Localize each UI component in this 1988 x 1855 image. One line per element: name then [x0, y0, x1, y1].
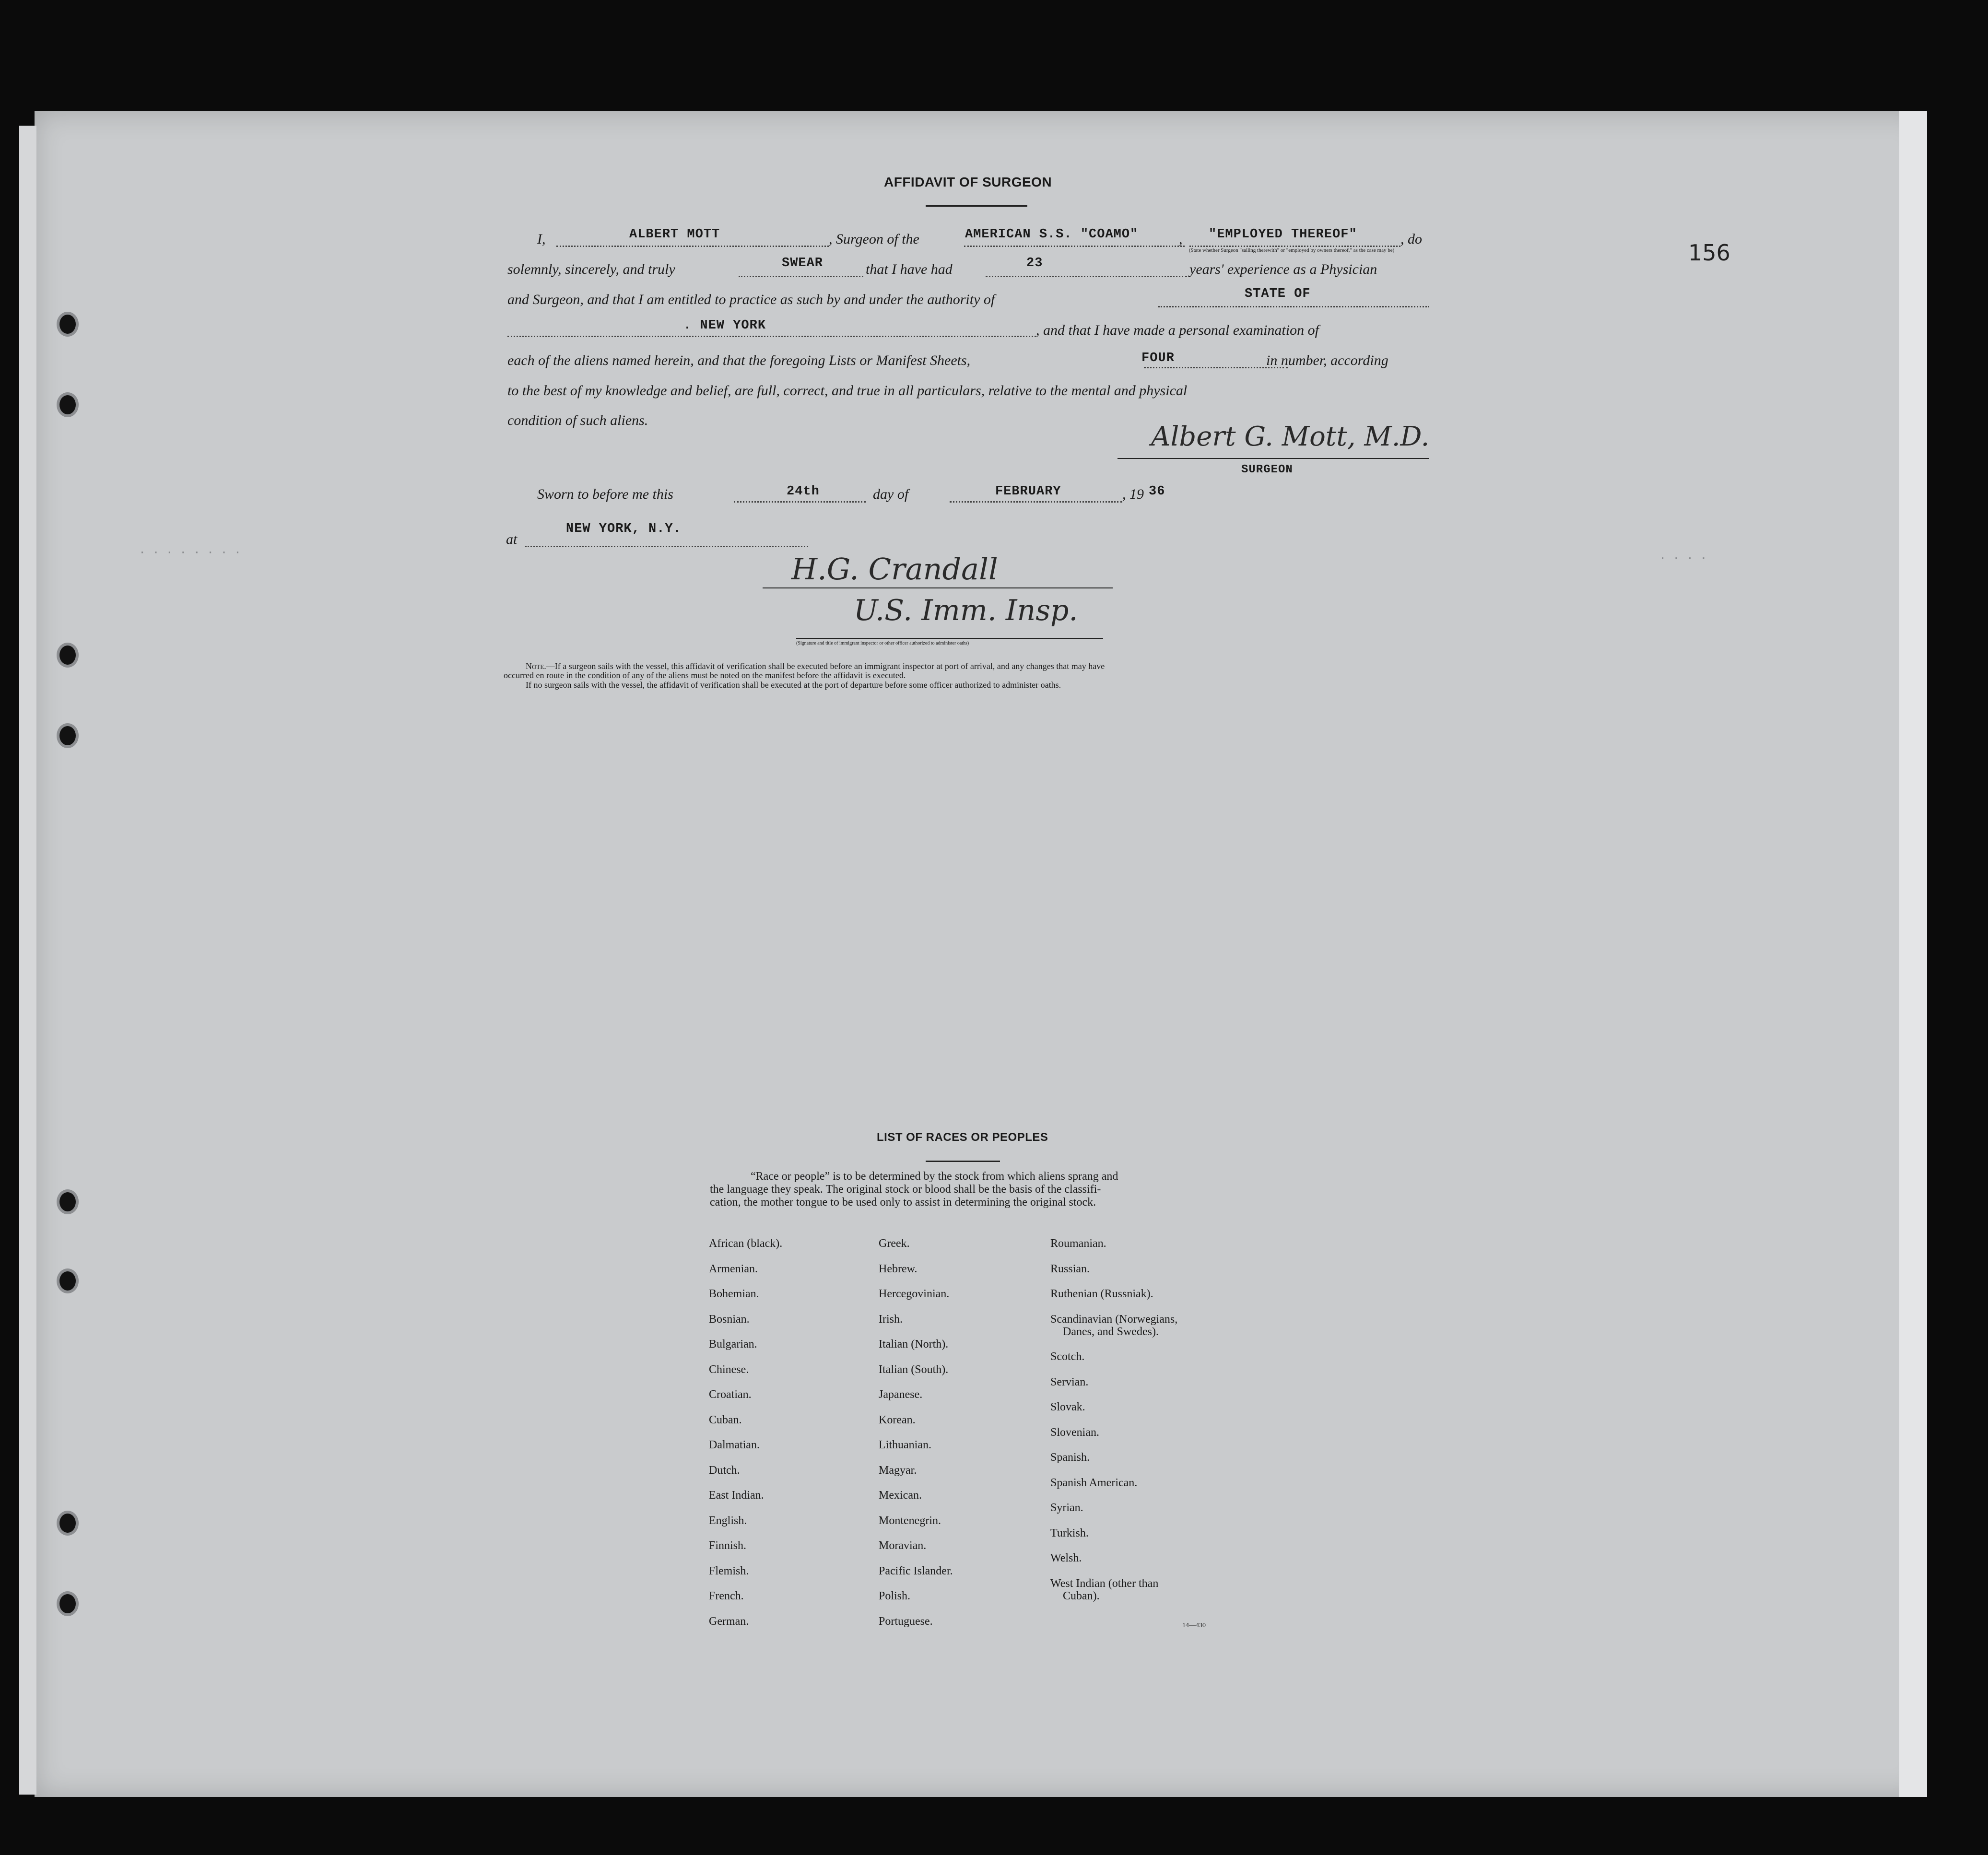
race-entry: Korean. [879, 1413, 916, 1426]
note-label: Note. [526, 661, 546, 671]
binder-hole [57, 1268, 79, 1293]
race-entry: Magyar. [879, 1464, 917, 1477]
race-entry: Danes, and Swedes). [1063, 1325, 1159, 1338]
affidavit-title: AFFIDAVIT OF SURGEON [884, 175, 1052, 189]
signature-line [1118, 458, 1429, 459]
race-entry: Scandinavian (Norwegians, [1050, 1313, 1178, 1326]
sworn-place: NEW YORK, N.Y. [566, 522, 682, 536]
races-title: LIST OF RACES OR PEOPLES [877, 1131, 1048, 1144]
status-note: (State whether Surgeon "sailing therewith" or "employed by owners thereof," as the case may be) [1188, 247, 1395, 253]
bleed-through-text: · · · · · · · · [139, 547, 242, 559]
binder-hole [57, 1189, 79, 1214]
surgeon-status: "EMPLOYED THEREOF" [1209, 227, 1357, 242]
licensing-authority: STATE OF [1245, 287, 1311, 301]
race-entry: Italian (South). [879, 1363, 949, 1376]
signature-line [763, 587, 1113, 588]
fill-line [734, 501, 866, 503]
surgeon-name: ALBERT MOTT [629, 227, 720, 242]
affidavit-text: and Surgeon, and that I am entitled to practice as such by and under the authority of [507, 292, 995, 307]
race-entry: Pacific Islander. [879, 1564, 953, 1577]
sworn-month: FEBRUARY [995, 484, 1061, 499]
manifest-sheet [35, 111, 1927, 1797]
race-entry: Bosnian. [709, 1313, 750, 1326]
licensing-authority-cont: . NEW YORK [683, 318, 766, 333]
race-entry: Dutch. [709, 1464, 740, 1477]
race-entry: Slovak. [1050, 1401, 1085, 1413]
inspector-signature: H.G. Crandall [791, 552, 998, 587]
race-entry: Slovenian. [1050, 1426, 1099, 1439]
race-entry: Spanish. [1050, 1451, 1090, 1464]
race-entry: Roumanian. [1050, 1237, 1106, 1250]
sheet-count: FOUR [1141, 351, 1175, 365]
race-entry: Syrian. [1050, 1502, 1083, 1514]
affidavit-text: , and that I have made a personal examination of [1036, 322, 1319, 338]
race-entry: German. [709, 1615, 749, 1628]
race-entry: West Indian (other than [1050, 1577, 1159, 1590]
race-entry: Turkish. [1050, 1526, 1089, 1539]
affidavit-text: , 19 [1122, 486, 1144, 502]
affidavit-note [526, 662, 1105, 671]
race-entry: Flemish. [709, 1564, 749, 1577]
affidavit-text: solemnly, sincerely, and truly [507, 261, 675, 277]
race-entry: Mexican. [879, 1489, 922, 1502]
bleed-through-text: · · · · [1659, 552, 1707, 564]
note-line: —If a surgeon sails with the vessel, this affidavit of verification shall be executed before an immigrant inspector at port of arrival, and any changes that may have [546, 661, 1105, 671]
signature-line [796, 638, 1103, 639]
race-entry: Spanish American. [1050, 1476, 1138, 1489]
fill-line [556, 246, 829, 247]
fill-line [525, 546, 808, 547]
binder-hole [57, 312, 79, 337]
race-entry: Bulgarian. [709, 1338, 757, 1350]
form-number: 14—430 [1182, 1622, 1206, 1629]
page-number: 156 [1688, 240, 1730, 266]
race-entry: Bohemian. [709, 1288, 759, 1300]
surgeon-signature: Albert G. Mott, M.D. [1151, 421, 1430, 452]
affidavit-text: at [506, 531, 518, 547]
affidavit-text: , Surgeon of the [829, 231, 919, 247]
years-experience: 23 [1026, 256, 1043, 270]
fill-line [507, 336, 1036, 337]
affidavit-text: , [1179, 231, 1183, 247]
affidavit-text: that I have had [866, 261, 953, 277]
race-entry: English. [709, 1514, 747, 1527]
race-entry: Lithuanian. [879, 1439, 931, 1451]
race-entry: Croatian. [709, 1388, 752, 1401]
affidavit-text: day of [873, 486, 909, 502]
race-entry: Cuban). [1063, 1589, 1100, 1602]
race-entry: Moravian. [879, 1539, 927, 1552]
races-intro: “Race or people” is to be determined by the stock from which aliens sprang and [751, 1170, 1118, 1183]
race-entry: Finnish. [709, 1539, 747, 1552]
sheet-left-edge [19, 126, 36, 1795]
races-intro: the language they speak. The original stock or blood shall be the basis of the classifi- [710, 1183, 1101, 1196]
race-entry: Italian (North). [879, 1338, 949, 1350]
fill-line [964, 246, 1185, 247]
race-entry: French. [709, 1590, 744, 1602]
race-entry: Dalmatian. [709, 1439, 760, 1451]
race-entry: Servian. [1050, 1375, 1089, 1388]
race-entry: Scotch. [1050, 1350, 1085, 1363]
race-entry: East Indian. [709, 1489, 764, 1502]
race-entry: Cuban. [709, 1413, 742, 1426]
fill-line [986, 276, 1187, 277]
race-entry: Polish. [879, 1590, 911, 1602]
affidavit-text: I, [537, 231, 546, 247]
sworn-day: 24th [787, 484, 820, 499]
race-entry: Chinese. [709, 1363, 749, 1376]
races-intro: cation, the mother tongue to be used only to assist in determining the original stock. [710, 1196, 1096, 1209]
race-entry: African (black). [709, 1237, 783, 1250]
binder-hole [57, 643, 79, 668]
oath-type: SWEAR [782, 256, 823, 270]
affidavit-text: Sworn to before me this [537, 486, 673, 502]
binder-hole [57, 1591, 79, 1616]
binder-hole [57, 392, 79, 417]
race-entry: Montenegrin. [879, 1514, 941, 1527]
race-entry: Hercegovinian. [879, 1288, 950, 1300]
affidavit-text: each of the aliens named herein, and that the foregoing Lists or Manifest Sheets, [507, 352, 971, 368]
affidavit-text: condition of such aliens. [507, 412, 648, 428]
race-entry: Hebrew. [879, 1262, 918, 1275]
race-entry: Russian. [1050, 1262, 1090, 1275]
race-entry: Welsh. [1050, 1552, 1082, 1564]
race-entry: Irish. [879, 1313, 903, 1326]
race-entry: Ruthenian (Russniak). [1050, 1288, 1153, 1300]
fill-line [1189, 246, 1400, 247]
binder-hole [57, 723, 79, 748]
race-entry: Japanese. [879, 1388, 923, 1401]
affidavit-text: to the best of my knowledge and belief, are full, correct, and true in all particulars, relative to the mental and physical [507, 383, 1188, 399]
races-title-underline [926, 1161, 1000, 1162]
race-entry: Portuguese. [879, 1615, 933, 1628]
sworn-year: 36 [1149, 484, 1165, 499]
inspector-title: U.S. Imm. Insp. [854, 594, 1078, 627]
inspector-caption: (Signature and title of immigrant inspector or other officer authorized to administer oaths) [796, 641, 969, 646]
affidavit-text: in number, according [1266, 352, 1388, 368]
note-line: occurred en route in the condition of any of the aliens must be noted on the manifest before the affidavit is executed. [504, 670, 906, 680]
race-entry: Greek. [879, 1237, 910, 1250]
fill-line [1158, 306, 1429, 307]
race-entry: Armenian. [709, 1262, 758, 1275]
affidavit-text: years' experience as a Physician [1189, 261, 1377, 277]
note-line: If no surgeon sails with the vessel, the affidavit of verification shall be executed at the port of departure before some officer authorized to administer oaths. [526, 680, 1061, 690]
sheet-right-edge [1899, 111, 1927, 1797]
affidavit-text: , do [1400, 231, 1422, 247]
title-underline [926, 205, 1027, 207]
binder-hole [57, 1511, 79, 1536]
fill-line [739, 276, 863, 277]
ship-name: AMERICAN S.S. "COAMO" [965, 227, 1139, 242]
surgeon-label: SURGEON [1241, 463, 1293, 476]
fill-line [950, 501, 1122, 503]
